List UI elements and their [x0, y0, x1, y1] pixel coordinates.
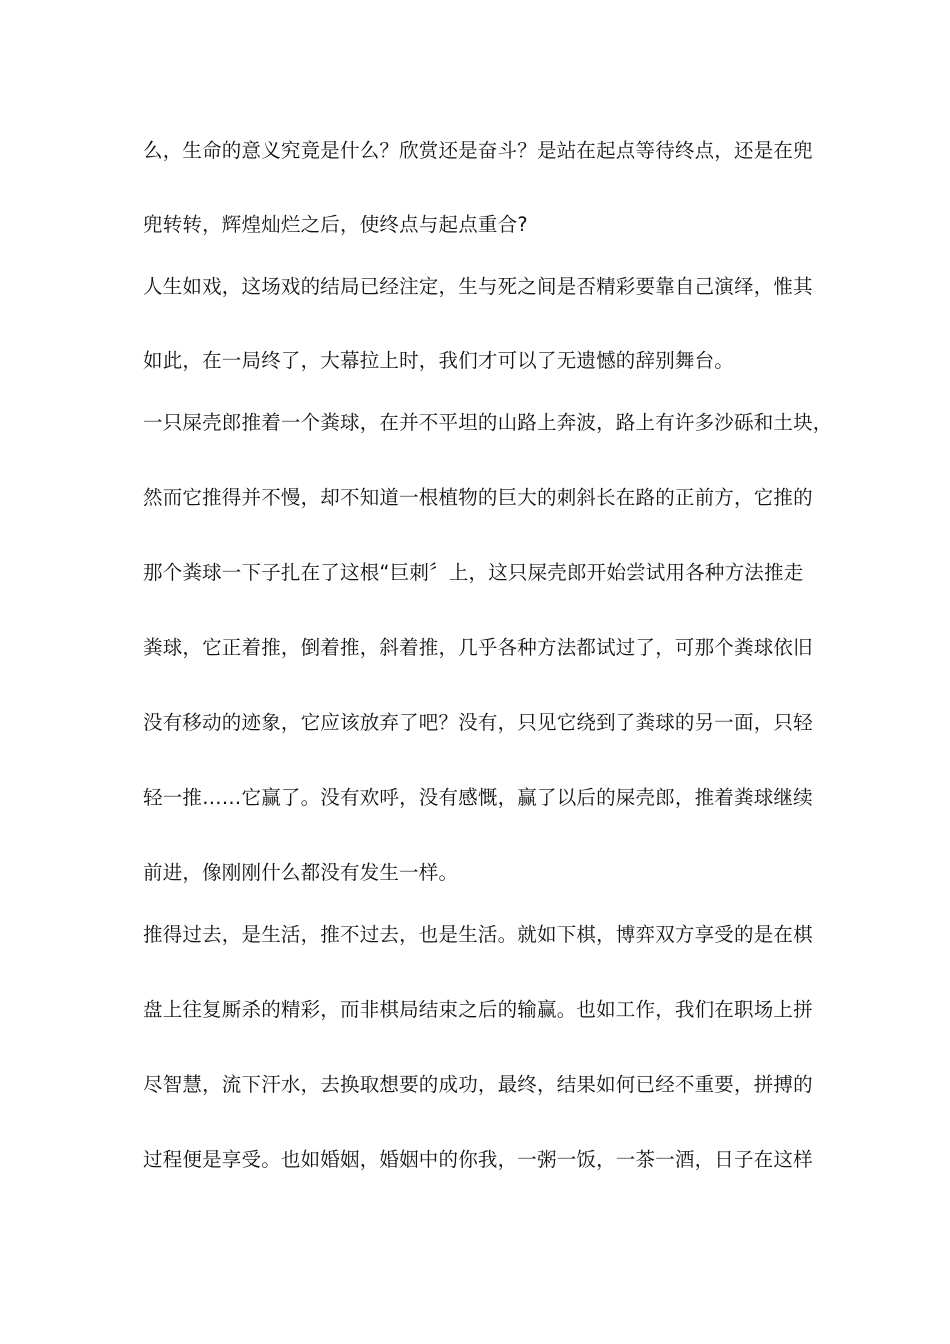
text-line: 轻一推……它赢了。没有欢呼，没有感慨，赢了以后的屎壳郎，推着粪球继续 [143, 786, 813, 809]
text-line: 人生如戏，这场戏的结局已经注定，生与死之间是否精彩要靠自己演绎，惟其 [143, 275, 813, 298]
text-line: 一只屎壳郎推着一个粪球，在并不平坦的山路上奔波，路上有许多沙砾和土块， [143, 411, 833, 434]
text-line: 如此，在一局终了，大幕拉上时，我们才可以了无遗憾的辞别舞台。 [143, 349, 735, 372]
text-line: 尽智慧，流下汗水，去换取想要的成功，最终，结果如何已经不重要，拼搏的 [143, 1073, 813, 1096]
text-line: 然而它推得并不慢，却不知道一根植物的巨大的刺斜长在路的正前方，它推的 [143, 486, 813, 509]
text-line: 粪球，它正着推，倒着推，斜着推，几乎各种方法都试过了，可那个粪球依旧 [143, 636, 813, 659]
text-line: 那个粪球一下子扎在了这根“巨刺〞上，这只屎壳郎开始尝试用各种方法推走 [143, 561, 804, 584]
text-line: 么，生命的意义究竟是什么？欣赏还是奋斗？是站在起点等待终点，还是在兜 [143, 139, 813, 162]
text-line: 推得过去，是生活，推不过去，也是生活。就如下棋，博弈双方享受的是在棋 [143, 923, 813, 946]
text-line: 盘上往复厮杀的精彩，而非棋局结束之后的输赢。也如工作，我们在职场上拼 [143, 998, 813, 1021]
text-line: 前进，像刚刚什么都没有发生一样。 [143, 861, 459, 884]
text-line: 过程便是享受。也如婚姻，婚姻中的你我，一粥一饭，一茶一酒，日子在这样 [143, 1148, 813, 1171]
text-line: 兜转转，辉煌灿烂之后，使终点与起点重合? [143, 213, 528, 236]
text-line: 没有移动的迹象，它应该放弃了吧？没有，只见它绕到了粪球的另一面，只轻 [143, 711, 813, 734]
